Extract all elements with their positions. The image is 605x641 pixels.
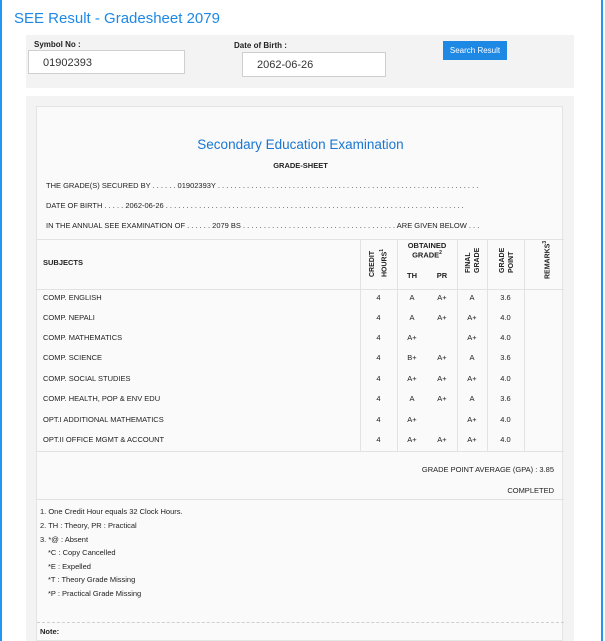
table-bottom-border [37, 451, 564, 452]
header-final: FINAL [465, 252, 472, 273]
grade-point: 3.6 [500, 353, 511, 362]
header-remarks: REMARKS$^3$ [542, 240, 552, 279]
exam-year-line: IN THE ANNUAL SEE EXAMINATION OF . . . . . . 2079 BS . . . . . . . . . . . . . . . . . . . . . . . . . . . . . . . . . . . . . ARE GIVEN BELOW . . . [46, 221, 480, 230]
theory-grade: B+ [407, 353, 417, 362]
theory-grade: A+ [407, 374, 417, 383]
gradesheet-title: GRADE-SHEET [273, 161, 328, 170]
final-grade: A+ [467, 415, 477, 424]
grade-point: 4.0 [500, 374, 511, 383]
subject-name: COMP. ENGLISH [43, 293, 102, 302]
footnote: 3. *@ : Absent [40, 535, 89, 544]
dob-line: DATE OF BIRTH . . . . . 2062-06-26 . . . . . . . . . . . . . . . . . . . . . . . . . . . . . . . . . . . . . . . . . . . . . . . . . . . . . . . . . . . . . . . . . . . . . . . . [46, 201, 464, 210]
theory-grade: A [409, 394, 415, 403]
dob-input[interactable]: 2062-06-26 [242, 52, 386, 77]
completed-status: COMPLETED [507, 486, 554, 495]
note-divider [37, 622, 564, 623]
theory-grade: A+ [407, 333, 417, 342]
grade-point: 4.0 [500, 415, 511, 424]
subject-name: COMP. SOCIAL STUDIES [43, 374, 131, 383]
grade-point: 3.6 [500, 293, 511, 302]
practical-grade: A+ [437, 353, 447, 362]
dob-label: Date of Birth : [234, 41, 287, 50]
credit-hours: 4 [376, 415, 381, 424]
grade-point: 3.6 [500, 394, 511, 403]
symbol-label: Symbol No : [34, 40, 81, 49]
grade-point: 4.0 [500, 333, 511, 342]
credit-hours: 4 [376, 374, 381, 383]
final-grade: A [469, 394, 475, 403]
subject-name: COMP. NEPALI [43, 313, 95, 322]
final-grade: A+ [467, 313, 477, 322]
credit-hours: 4 [376, 353, 381, 362]
footnote: 2. TH : Theory, PR : Practical [40, 521, 137, 530]
header-credit-hours: HOURS$^1$ [379, 248, 389, 277]
practical-grade: A+ [437, 313, 447, 322]
note-label: Note: [40, 627, 60, 636]
gradesheet-container [26, 96, 574, 641]
gradesheet [36, 106, 563, 641]
symbol-input[interactable]: 01902393 [28, 50, 185, 74]
subject-name: COMP. SCIENCE [43, 353, 103, 362]
header-grade: GRADE [499, 247, 506, 273]
final-grade: A+ [467, 333, 477, 342]
header-subjects: SUBJECTS [43, 258, 84, 267]
theory-grade: A+ [407, 435, 417, 444]
notes-divider [37, 499, 564, 500]
subject-name: COMP. MATHEMATICS [43, 333, 123, 342]
practical-grade: A+ [437, 435, 447, 444]
col-divider [524, 239, 525, 451]
footnote: *C : Copy Cancelled [48, 548, 116, 557]
header-credit: CREDIT [369, 250, 376, 277]
footnote: *T : Theory Grade Missing [48, 575, 136, 584]
grade-point: 4.0 [500, 435, 511, 444]
credit-hours: 4 [376, 333, 381, 342]
credit-hours: 4 [376, 394, 381, 403]
search-result-button[interactable]: Search Result [443, 41, 507, 60]
search-form [26, 35, 574, 88]
table-top-border [37, 239, 564, 240]
footnote: *P : Practical Grade Missing [48, 589, 142, 598]
final-grade: A [469, 353, 475, 362]
grade-secured-line: THE GRADE(S) SECURED BY . . . . . . 01902393Y . . . . . . . . . . . . . . . . . . . . . . . . . . . . . . . . . . . . . . . . . . . . . . . . . . . . . . . . . . . . . . . [46, 181, 479, 190]
subject-name: OPT.II OFFICE MGMT & ACCOUNT [43, 435, 165, 444]
table-header-border [37, 289, 564, 290]
theory-grade: A [409, 313, 415, 322]
practical-grade: A+ [437, 374, 447, 383]
final-grade: A+ [467, 435, 477, 444]
final-grade: A [469, 293, 475, 302]
grade-point: 4.0 [500, 313, 511, 322]
gpa-text: GRADE POINT AVERAGE (GPA) : 3.85 [421, 465, 554, 474]
page-title: SEE Result - Gradesheet 2079 [14, 10, 220, 27]
credit-hours: 4 [376, 313, 381, 322]
final-grade: A+ [467, 374, 477, 383]
theory-grade: A [409, 293, 415, 302]
header-obtained-grade: GRADE$^2$ [412, 250, 442, 260]
exam-title: Secondary Education Examination [197, 137, 404, 152]
subject-name: COMP. HEALTH, POP & ENV EDU [43, 394, 161, 403]
header-grade-point: POINT [508, 251, 515, 273]
header-pr: PR [436, 271, 448, 280]
header-th: TH [407, 271, 417, 280]
subject-name: OPT.I ADDITIONAL MATHEMATICS [43, 415, 164, 424]
footnote: *E : Expelled [48, 562, 91, 571]
credit-hours: 4 [376, 293, 381, 302]
footnote: 1. One Credit Hour equals 32 Clock Hours. [40, 507, 183, 516]
practical-grade: A+ [437, 394, 447, 403]
credit-hours: 4 [376, 435, 381, 444]
practical-grade: A+ [437, 293, 447, 302]
theory-grade: A+ [407, 415, 417, 424]
header-final-grade: GRADE [474, 247, 481, 273]
header-obtained: OBTAINED [407, 241, 447, 250]
